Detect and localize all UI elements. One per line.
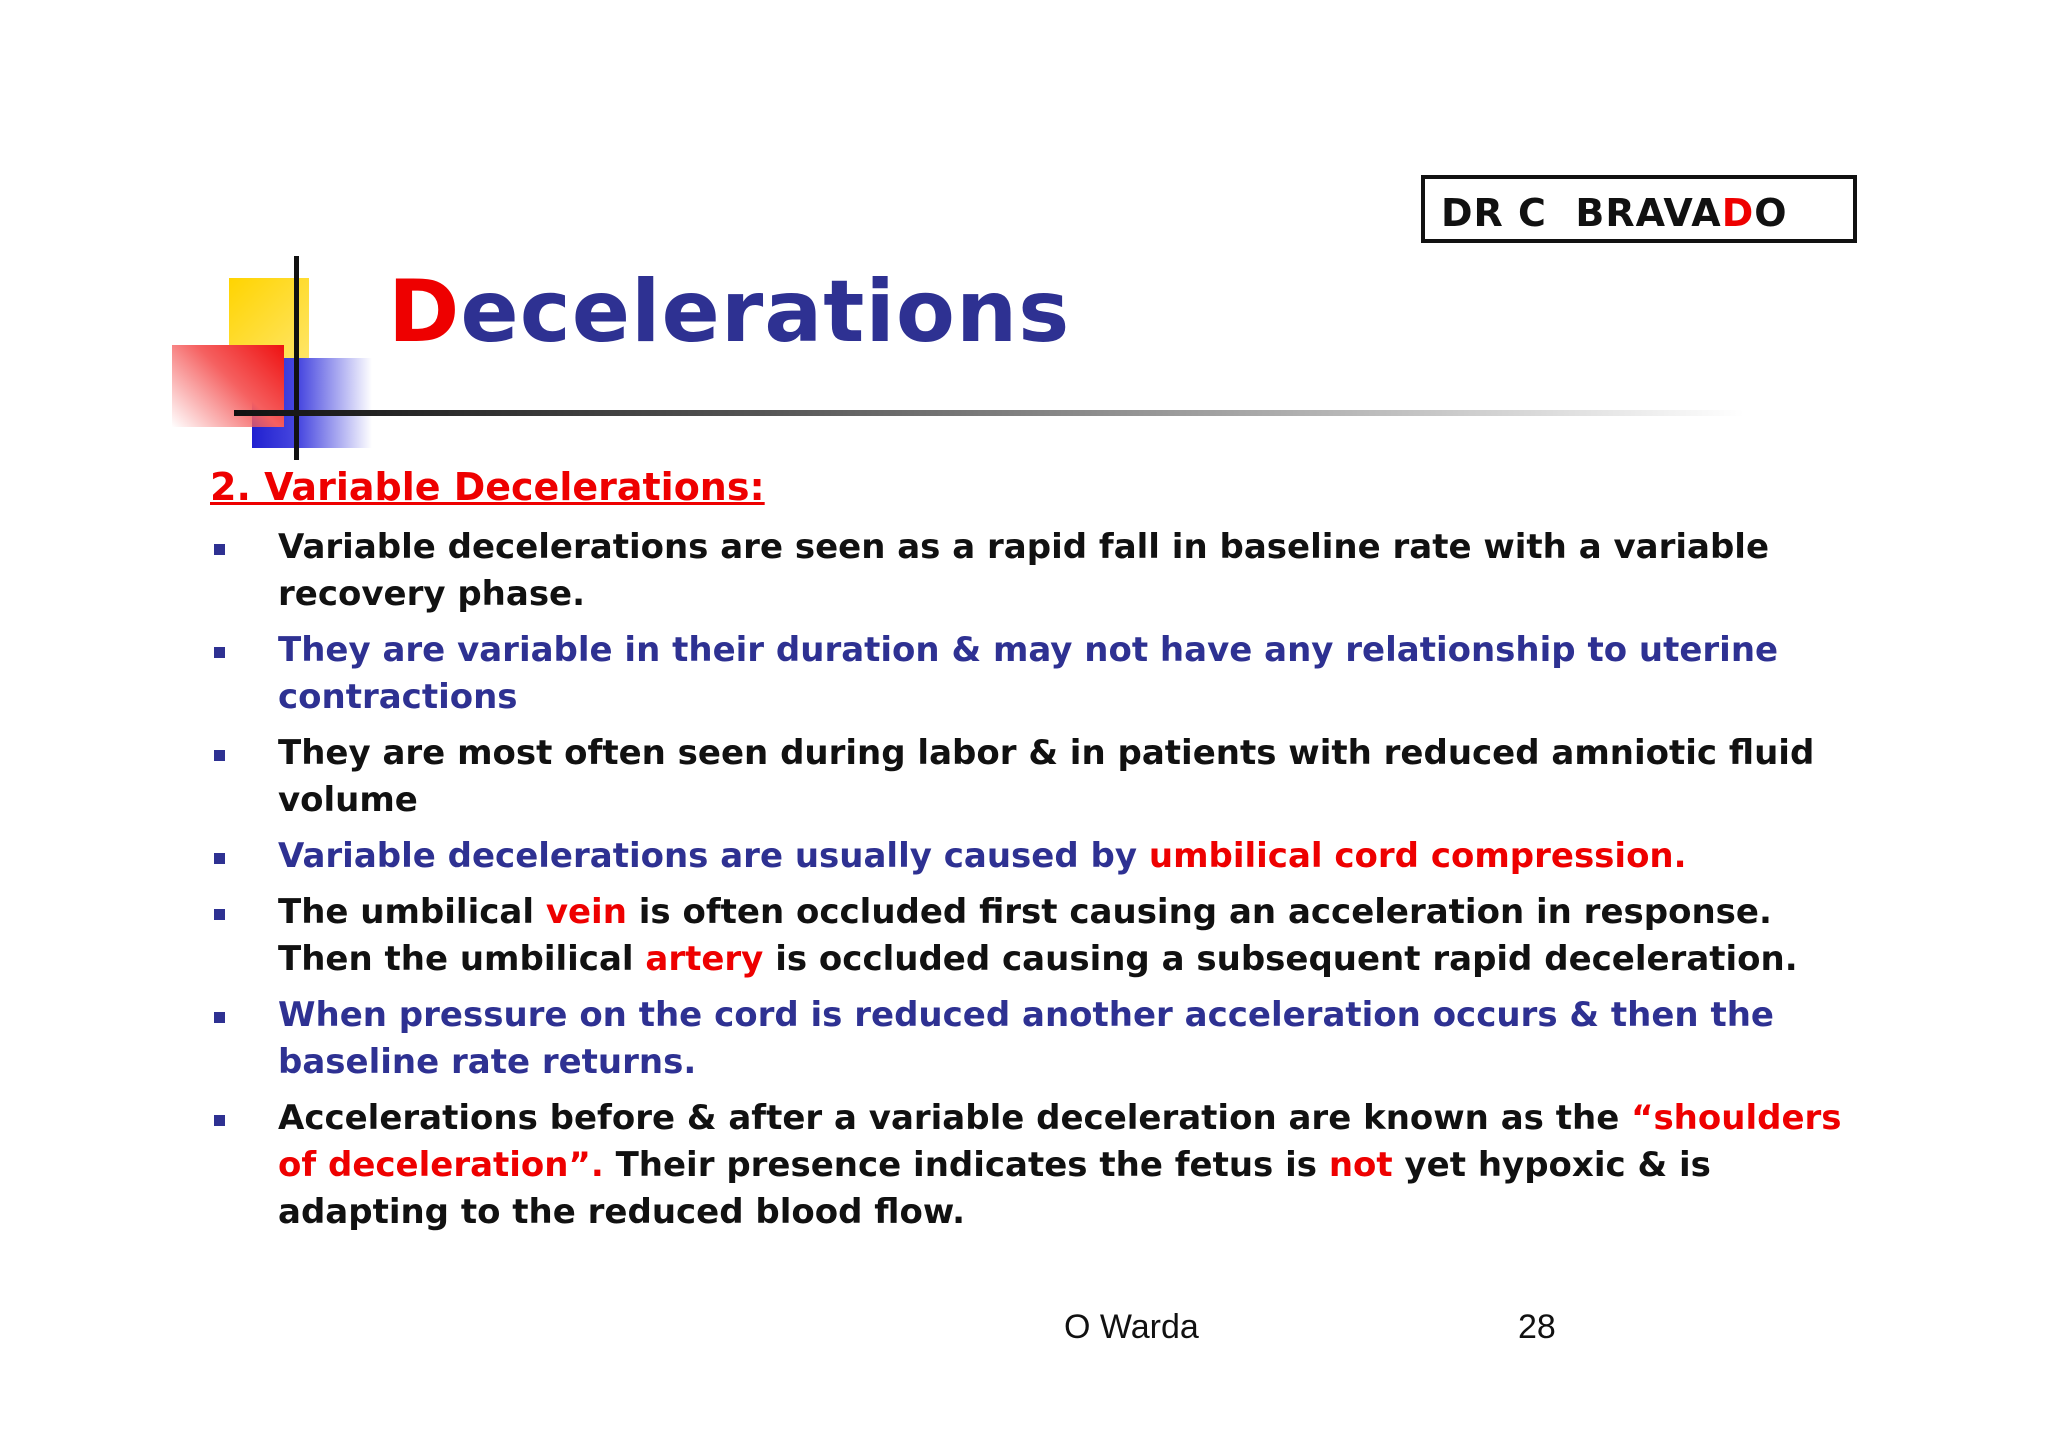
square-bullet-icon bbox=[214, 1115, 225, 1126]
bullet-text-segment: “shoulders of deceleration”. bbox=[278, 1098, 1842, 1185]
footer-author: O Warda bbox=[1064, 1308, 1199, 1346]
bullet-text-segment: Variable decelerations are seen as a rapid fall in baseline rate with a variable recovery phase. bbox=[278, 527, 1770, 614]
title-accent-letter: D bbox=[388, 262, 461, 362]
bullet-text-segment: is often occluded first causing an acceleration in response. Then the umbilical bbox=[278, 892, 1772, 979]
bullet-text-segment: Variable decelerations are usually caused by bbox=[278, 836, 1149, 876]
slide-title bbox=[388, 262, 1070, 362]
square-bullet-icon bbox=[214, 909, 225, 920]
square-bullet-icon bbox=[214, 750, 225, 761]
bullet-text-segment: They are most often seen during labor & in patients with reduced amniotic fluid volume bbox=[278, 733, 1815, 820]
bullet-text-segment: When pressure on the cord is reduced another acceleration occurs & then the baseline rate returns. bbox=[278, 995, 1774, 1082]
square-bullet-icon bbox=[214, 1012, 225, 1023]
bullet-item bbox=[210, 730, 1860, 824]
bullet-item bbox=[210, 627, 1860, 721]
bullet-text-segment: umbilical cord compression. bbox=[1148, 836, 1687, 876]
author-name-prefix: DR C BRAVA bbox=[1441, 191, 1722, 235]
bullet-text-segment: They are variable in their duration & may not have any relationship to uterine contractions bbox=[278, 630, 1779, 717]
bullet-text-segment: artery bbox=[645, 939, 764, 979]
section-subtitle: 2. Variable Decelerations: bbox=[210, 465, 765, 509]
bullet-text-segment: vein bbox=[545, 892, 627, 932]
square-bullet-icon bbox=[214, 647, 225, 658]
bullet-text-segment: not bbox=[1328, 1145, 1393, 1185]
page-number: 28 bbox=[1518, 1308, 1556, 1346]
bullet-text-segment: Accelerations before & after a variable deceleration are known as the bbox=[278, 1098, 1632, 1138]
decor-vertical-line bbox=[294, 256, 299, 460]
author-box bbox=[1421, 175, 1857, 243]
square-bullet-icon bbox=[214, 853, 225, 864]
bullet-item bbox=[210, 889, 1860, 983]
author-name-suffix: O bbox=[1754, 191, 1788, 235]
bullet-item bbox=[210, 524, 1860, 618]
square-bullet-icon bbox=[214, 544, 225, 555]
bullet-text-segment: The umbilical bbox=[278, 892, 546, 932]
title-rest: ecelerations bbox=[460, 262, 1071, 362]
bullet-item bbox=[210, 992, 1860, 1086]
bullet-text-segment: yet hypoxic & is adapting to the reduced blood flow. bbox=[278, 1145, 1711, 1232]
bullet-item bbox=[210, 1095, 1860, 1236]
title-underline bbox=[234, 410, 1744, 416]
author-name-accent: D bbox=[1721, 191, 1755, 235]
bullet-item bbox=[210, 833, 1860, 880]
bullet-text-segment: is occluded causing a subsequent rapid deceleration. bbox=[763, 939, 1798, 979]
bullet-list bbox=[210, 524, 1860, 1245]
bullet-text-segment: Their presence indicates the fetus is bbox=[603, 1145, 1329, 1185]
